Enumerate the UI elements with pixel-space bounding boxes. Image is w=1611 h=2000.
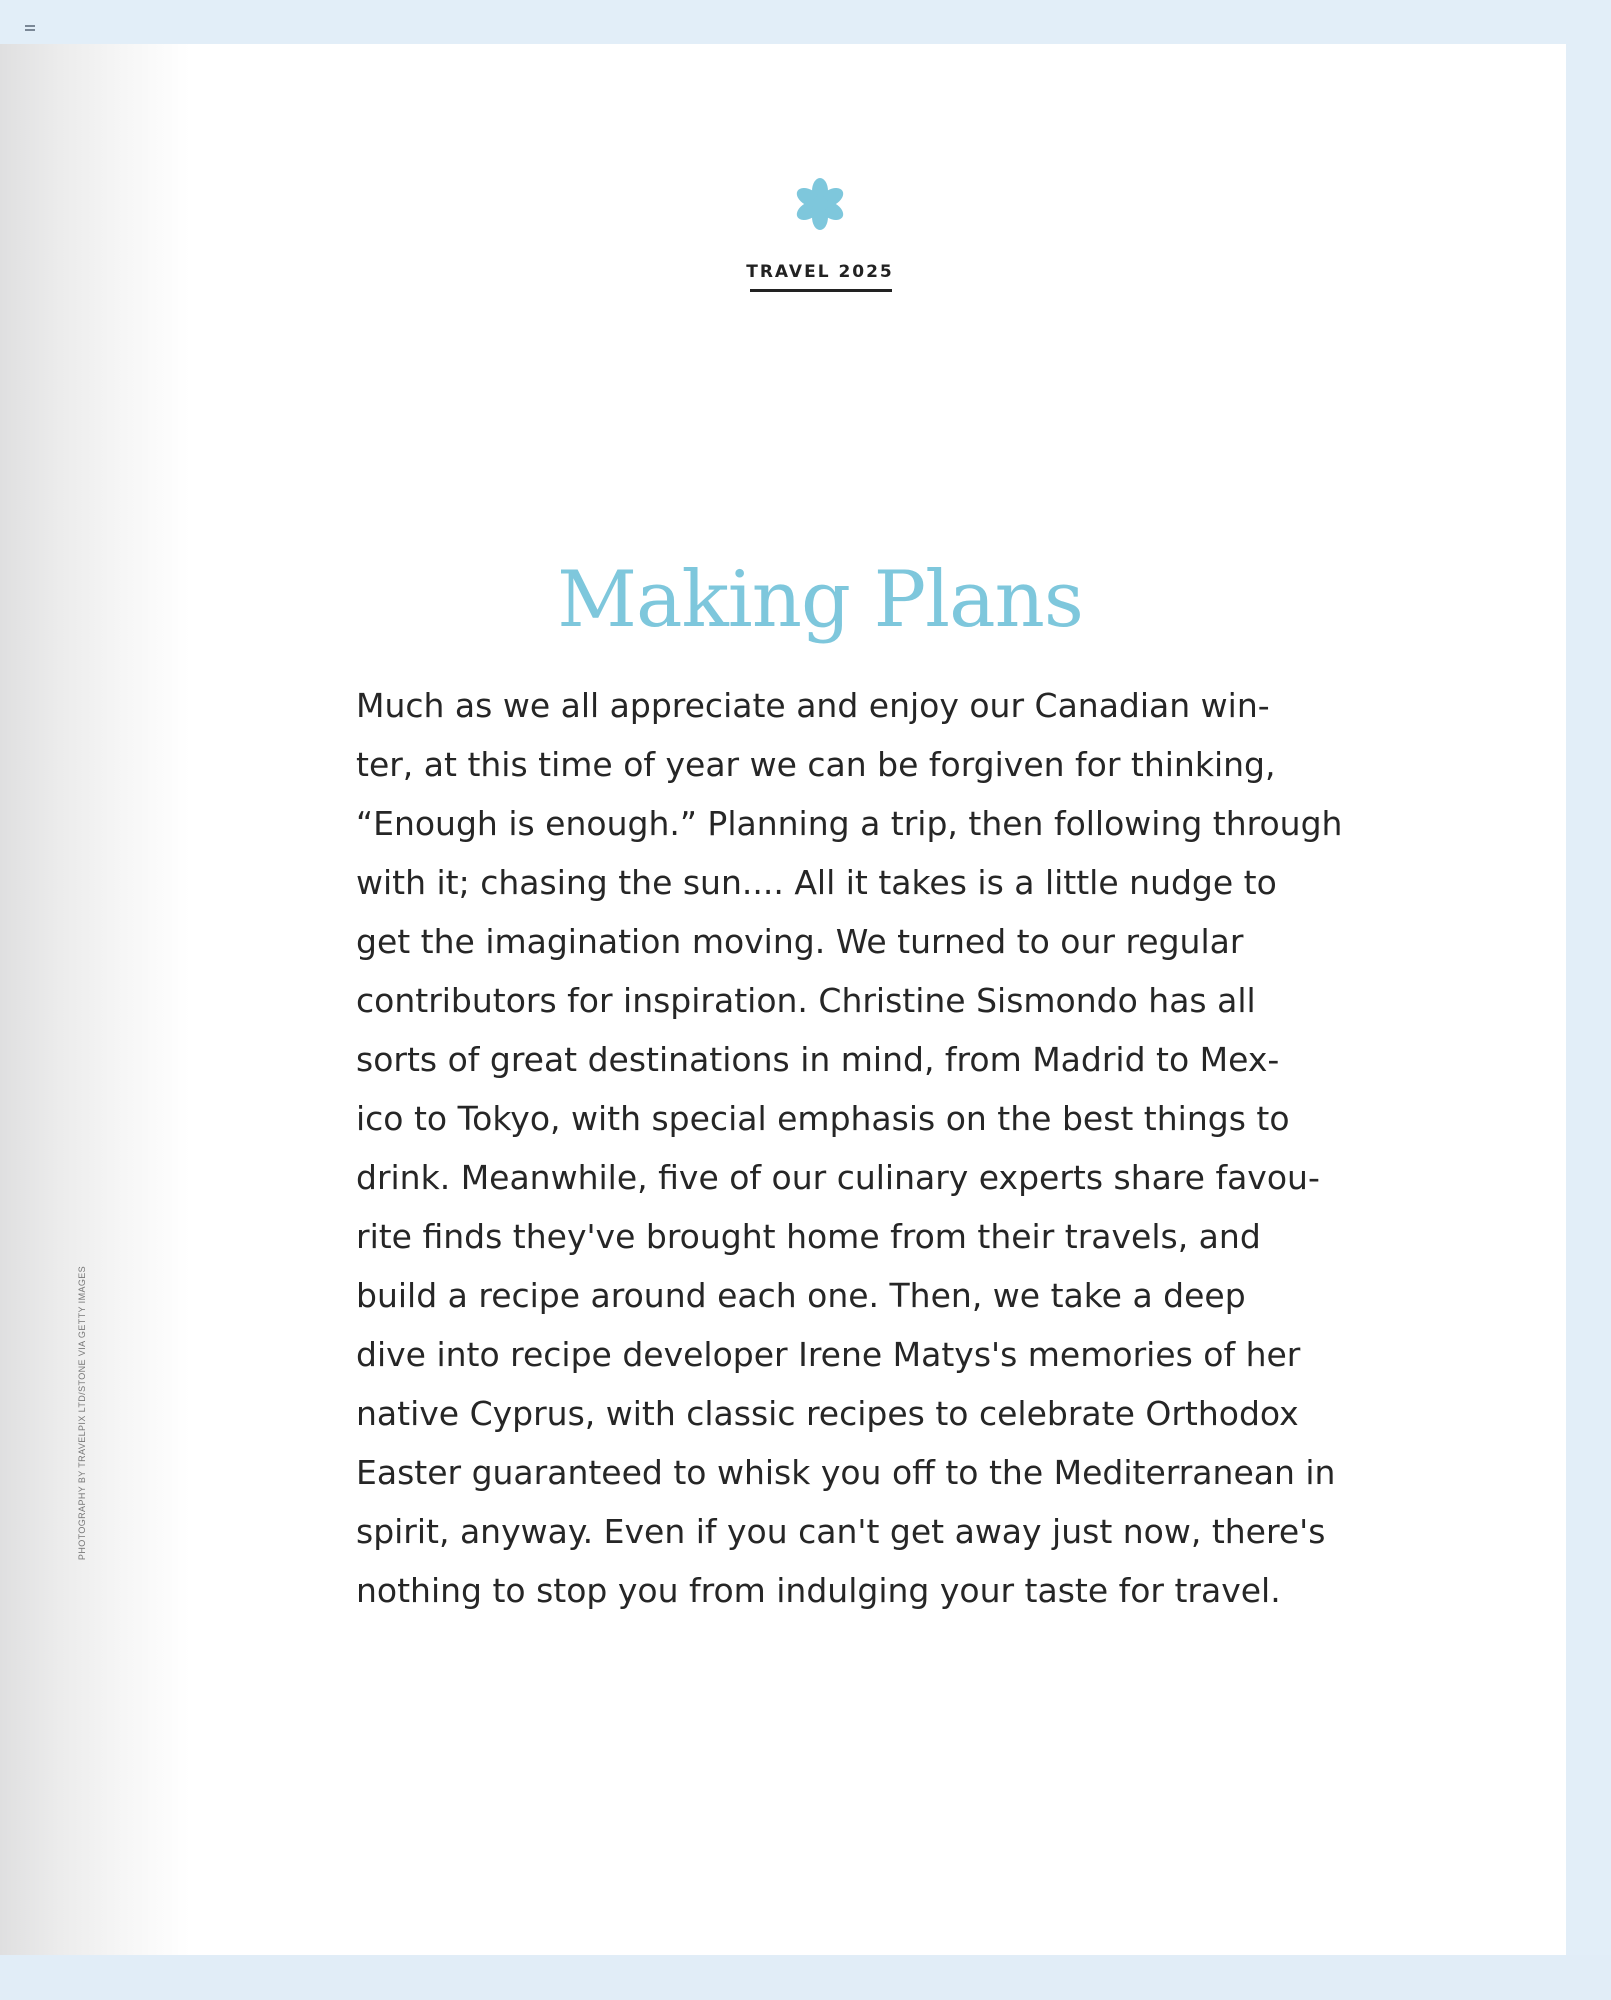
body-line: sorts of great destinations in mind, from Madrid to Mex- [356,1040,1280,1079]
page-title: Making Plans [557,555,1083,645]
body-line: native Cyprus, with classic recipes to celebrate Orthodox [356,1394,1299,1433]
body-line: rite finds they've brought home from their travels, and [356,1217,1261,1256]
viewer-right-margin [1566,0,1611,2000]
photo-credit-text: PHOTOGRAPHY BY TRAVELPIX LTD/STONE VIA GETTY IMAGES [77,1265,87,1561]
body-line: “Enough is enough.” Planning a trip, then following through [356,804,1343,843]
body-line: spirit, anyway. Even if you can't get away just now, there's [356,1512,1326,1551]
hamburger-menu-icon[interactable] [25,25,35,34]
body-line: drink. Meanwhile, five of our culinary experts share favou- [356,1158,1320,1197]
body-line: Much as we all appreciate and enjoy our Canadian win- [356,686,1270,725]
body-line: build a recipe around each one. Then, we take a deep [356,1276,1246,1315]
viewer-bottom-bar [0,1955,1611,2000]
body-line: contributors for inspiration. Christine Sismondo has all [356,981,1256,1020]
body-line: dive into recipe developer Irene Matys's memories of her [356,1335,1301,1374]
body-line: nothing to stop you from indulging your taste for travel. [356,1571,1281,1610]
body-line: with it; chasing the sun.... All it takes is a little nudge to [356,863,1277,902]
body-line: ter, at this time of year we can be forgiven for thinking, [356,745,1276,784]
body-line: get the imagination moving. We turned to our regular [356,922,1244,961]
viewer-top-bar [0,0,1611,44]
body-paragraph [356,676,1343,1620]
photo-credit [74,1226,90,1601]
asterisk-flower-icon [792,176,848,232]
body-line: ico to Tokyo, with special emphasis on the best things to [356,1099,1290,1138]
section-label-underline [750,289,892,292]
body-line: Easter guaranteed to whisk you off to the Mediterranean in [356,1453,1336,1492]
section-label: TRAVEL 2025 [746,262,894,282]
